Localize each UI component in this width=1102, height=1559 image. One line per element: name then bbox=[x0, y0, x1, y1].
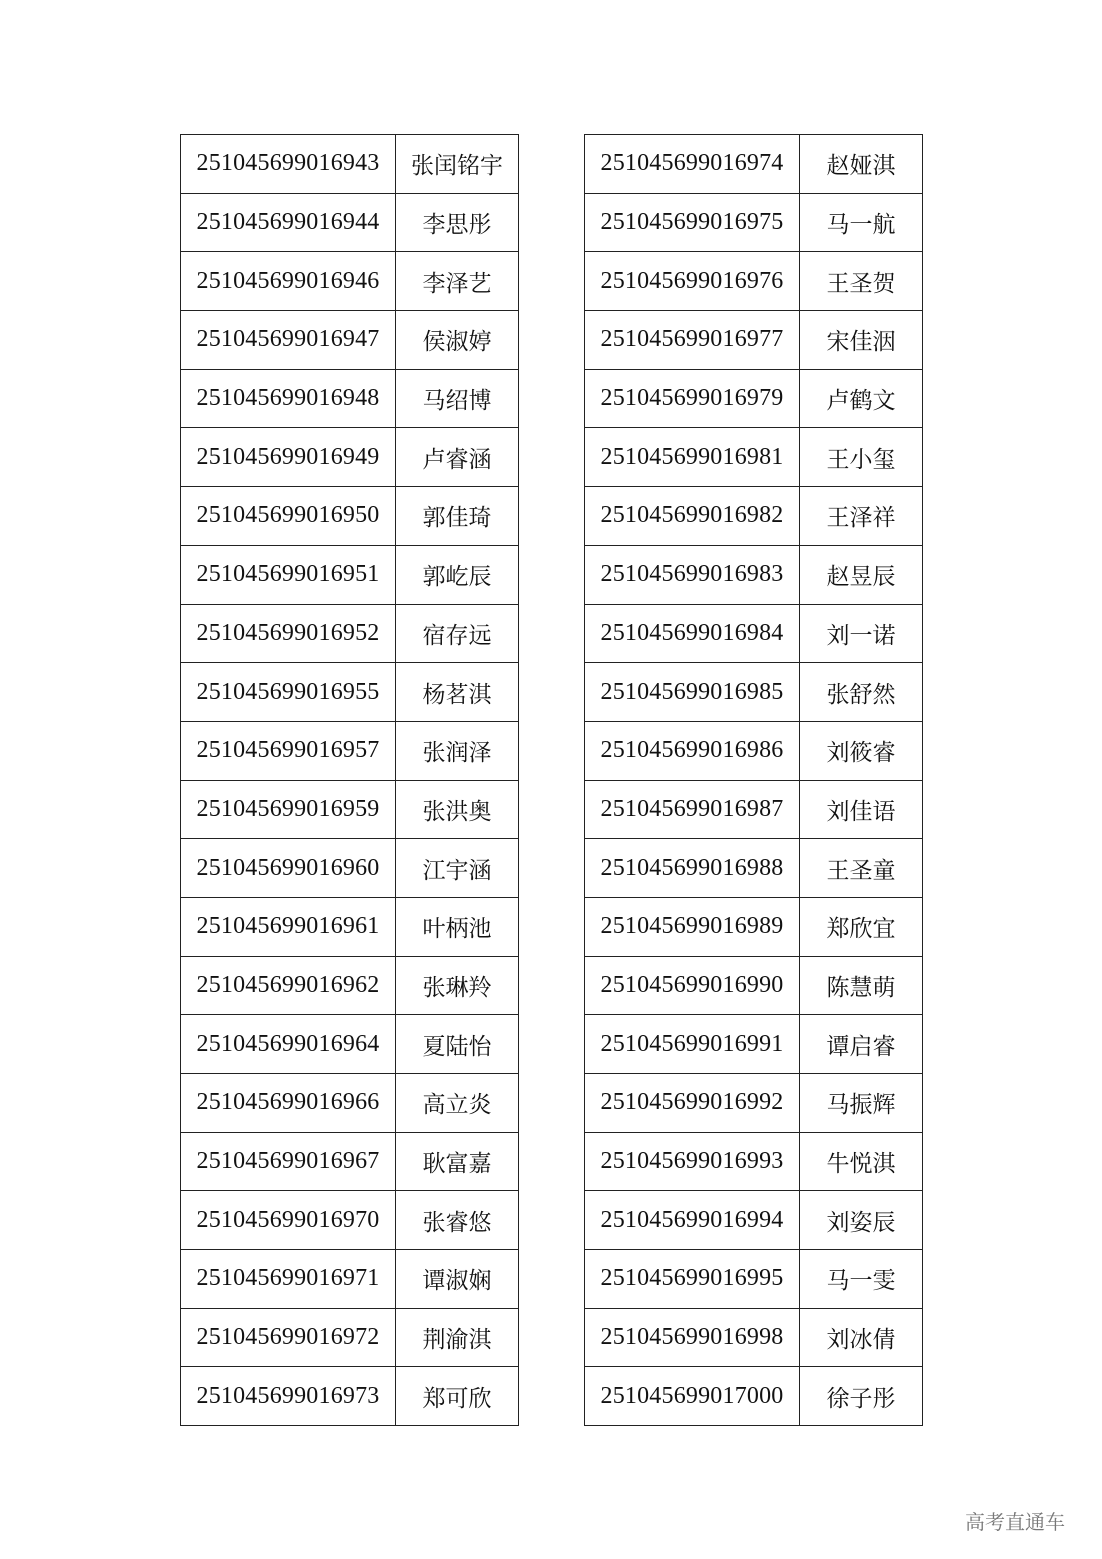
student-name-cell: 张睿悠 bbox=[396, 1191, 519, 1250]
student-name-cell: 夏陆怡 bbox=[396, 1015, 519, 1074]
student-name-cell: 赵娅淇 bbox=[800, 135, 923, 194]
student-name-cell: 刘一诺 bbox=[800, 604, 923, 663]
student-id-cell: 251045699016966 bbox=[181, 1074, 396, 1133]
table-row bbox=[181, 1132, 519, 1191]
student-id-cell: 251045699016967 bbox=[181, 1132, 396, 1191]
student-name-cell: 耿富嘉 bbox=[396, 1132, 519, 1191]
student-id-cell: 251045699016983 bbox=[585, 545, 800, 604]
student-name-cell: 刘冰倩 bbox=[800, 1308, 923, 1367]
student-name-cell: 张润泽 bbox=[396, 721, 519, 780]
table-row bbox=[585, 193, 923, 252]
student-name-cell: 杨茗淇 bbox=[396, 663, 519, 722]
student-id-cell: 251045699016975 bbox=[585, 193, 800, 252]
table-row bbox=[585, 780, 923, 839]
student-name-cell: 马振辉 bbox=[800, 1074, 923, 1133]
student-name-cell: 徐子彤 bbox=[800, 1367, 923, 1426]
student-name-cell: 宋佳洇 bbox=[800, 311, 923, 370]
table-row bbox=[585, 721, 923, 780]
table-row bbox=[181, 1250, 519, 1309]
student-name-cell: 谭启睿 bbox=[800, 1015, 923, 1074]
student-name-cell: 谭淑娴 bbox=[396, 1250, 519, 1309]
student-id-cell: 251045699016943 bbox=[181, 135, 396, 194]
student-id-cell: 251045699016949 bbox=[181, 428, 396, 487]
student-id-cell: 251045699016998 bbox=[585, 1308, 800, 1367]
student-name-cell: 赵昱辰 bbox=[800, 545, 923, 604]
student-id-cell: 251045699016989 bbox=[585, 897, 800, 956]
student-id-cell: 251045699016960 bbox=[181, 839, 396, 898]
table-row bbox=[585, 487, 923, 546]
table-row bbox=[181, 545, 519, 604]
student-id-cell: 251045699016984 bbox=[585, 604, 800, 663]
student-name-cell: 李思彤 bbox=[396, 193, 519, 252]
student-name-cell: 马一航 bbox=[800, 193, 923, 252]
table-row bbox=[181, 604, 519, 663]
student-id-cell: 251045699016972 bbox=[181, 1308, 396, 1367]
student-name-cell: 张闰铭宇 bbox=[396, 135, 519, 194]
student-id-cell: 251045699016995 bbox=[585, 1250, 800, 1309]
student-id-cell: 251045699016988 bbox=[585, 839, 800, 898]
student-id-cell: 251045699016955 bbox=[181, 663, 396, 722]
table-row bbox=[181, 663, 519, 722]
table-row bbox=[585, 897, 923, 956]
student-name-cell: 李泽艺 bbox=[396, 252, 519, 311]
table-row bbox=[181, 1015, 519, 1074]
student-id-cell: 251045699016979 bbox=[585, 369, 800, 428]
student-name-cell: 郭屹辰 bbox=[396, 545, 519, 604]
table-row bbox=[585, 1074, 923, 1133]
table-row bbox=[585, 1250, 923, 1309]
table-row bbox=[585, 545, 923, 604]
student-name-cell: 侯淑婷 bbox=[396, 311, 519, 370]
table-row bbox=[585, 663, 923, 722]
table-row bbox=[181, 193, 519, 252]
student-id-cell: 251045699016951 bbox=[181, 545, 396, 604]
student-name-cell: 张琳羚 bbox=[396, 956, 519, 1015]
table-row bbox=[181, 252, 519, 311]
student-name-cell: 江宇涵 bbox=[396, 839, 519, 898]
table-row bbox=[181, 369, 519, 428]
student-id-cell: 251045699017000 bbox=[585, 1367, 800, 1426]
student-id-cell: 251045699016957 bbox=[181, 721, 396, 780]
student-id-cell: 251045699016986 bbox=[585, 721, 800, 780]
student-name-cell: 王圣童 bbox=[800, 839, 923, 898]
table-row bbox=[181, 311, 519, 370]
student-name-cell: 陈慧萌 bbox=[800, 956, 923, 1015]
student-id-cell: 251045699016959 bbox=[181, 780, 396, 839]
student-name-cell: 宿存远 bbox=[396, 604, 519, 663]
student-name-cell: 张舒然 bbox=[800, 663, 923, 722]
student-id-cell: 251045699016981 bbox=[585, 428, 800, 487]
student-name-cell: 马绍博 bbox=[396, 369, 519, 428]
student-name-cell: 郭佳琦 bbox=[396, 487, 519, 546]
student-name-cell: 荆渝淇 bbox=[396, 1308, 519, 1367]
table-row bbox=[181, 1074, 519, 1133]
student-name-cell: 王泽祥 bbox=[800, 487, 923, 546]
table-row bbox=[585, 252, 923, 311]
student-id-cell: 251045699016993 bbox=[585, 1132, 800, 1191]
student-table-right bbox=[584, 134, 923, 1426]
table-row bbox=[585, 956, 923, 1015]
student-name-cell: 刘筱睿 bbox=[800, 721, 923, 780]
student-id-cell: 251045699016947 bbox=[181, 311, 396, 370]
student-table-left bbox=[180, 134, 519, 1426]
student-id-cell: 251045699016970 bbox=[181, 1191, 396, 1250]
table-row bbox=[181, 487, 519, 546]
student-name-cell: 王小玺 bbox=[800, 428, 923, 487]
student-name-cell: 张洪奥 bbox=[396, 780, 519, 839]
student-id-cell: 251045699016982 bbox=[585, 487, 800, 546]
student-id-cell: 251045699016952 bbox=[181, 604, 396, 663]
table-row bbox=[181, 428, 519, 487]
student-id-cell: 251045699016992 bbox=[585, 1074, 800, 1133]
table-row bbox=[181, 1367, 519, 1426]
table-row bbox=[585, 604, 923, 663]
student-id-cell: 251045699016950 bbox=[181, 487, 396, 546]
student-id-cell: 251045699016987 bbox=[585, 780, 800, 839]
student-id-cell: 251045699016948 bbox=[181, 369, 396, 428]
table-row bbox=[181, 1191, 519, 1250]
table-row bbox=[181, 956, 519, 1015]
student-id-cell: 251045699016944 bbox=[181, 193, 396, 252]
table-row bbox=[585, 369, 923, 428]
student-id-cell: 251045699016990 bbox=[585, 956, 800, 1015]
student-name-cell: 高立炎 bbox=[396, 1074, 519, 1133]
student-id-cell: 251045699016985 bbox=[585, 663, 800, 722]
table-row bbox=[585, 839, 923, 898]
table-row bbox=[585, 311, 923, 370]
student-name-cell: 卢睿涵 bbox=[396, 428, 519, 487]
watermark: 高考直通车 bbox=[965, 1510, 1065, 1534]
student-id-cell: 251045699016961 bbox=[181, 897, 396, 956]
table-row bbox=[585, 1308, 923, 1367]
student-id-cell: 251045699016994 bbox=[585, 1191, 800, 1250]
student-id-cell: 251045699016976 bbox=[585, 252, 800, 311]
table-row bbox=[181, 1308, 519, 1367]
table-row bbox=[585, 1367, 923, 1426]
table-row bbox=[181, 780, 519, 839]
table-row bbox=[585, 428, 923, 487]
table-row bbox=[585, 1132, 923, 1191]
student-id-cell: 251045699016973 bbox=[181, 1367, 396, 1426]
student-name-cell: 郑欣宜 bbox=[800, 897, 923, 956]
table-row bbox=[181, 897, 519, 956]
student-id-cell: 251045699016962 bbox=[181, 956, 396, 1015]
student-id-cell: 251045699016977 bbox=[585, 311, 800, 370]
student-id-cell: 251045699016991 bbox=[585, 1015, 800, 1074]
student-id-cell: 251045699016971 bbox=[181, 1250, 396, 1309]
student-name-cell: 王圣贺 bbox=[800, 252, 923, 311]
student-id-cell: 251045699016974 bbox=[585, 135, 800, 194]
student-id-cell: 251045699016964 bbox=[181, 1015, 396, 1074]
student-name-cell: 牛悦淇 bbox=[800, 1132, 923, 1191]
table-row bbox=[585, 1191, 923, 1250]
student-name-cell: 郑可欣 bbox=[396, 1367, 519, 1426]
table-row bbox=[181, 721, 519, 780]
student-id-cell: 251045699016946 bbox=[181, 252, 396, 311]
table-row bbox=[181, 839, 519, 898]
student-name-cell: 刘姿辰 bbox=[800, 1191, 923, 1250]
student-name-cell: 叶柄池 bbox=[396, 897, 519, 956]
table-row bbox=[585, 1015, 923, 1074]
table-row bbox=[585, 135, 923, 194]
table-row bbox=[181, 135, 519, 194]
student-name-cell: 刘佳语 bbox=[800, 780, 923, 839]
student-name-cell: 马一雯 bbox=[800, 1250, 923, 1309]
student-name-cell: 卢鹤文 bbox=[800, 369, 923, 428]
